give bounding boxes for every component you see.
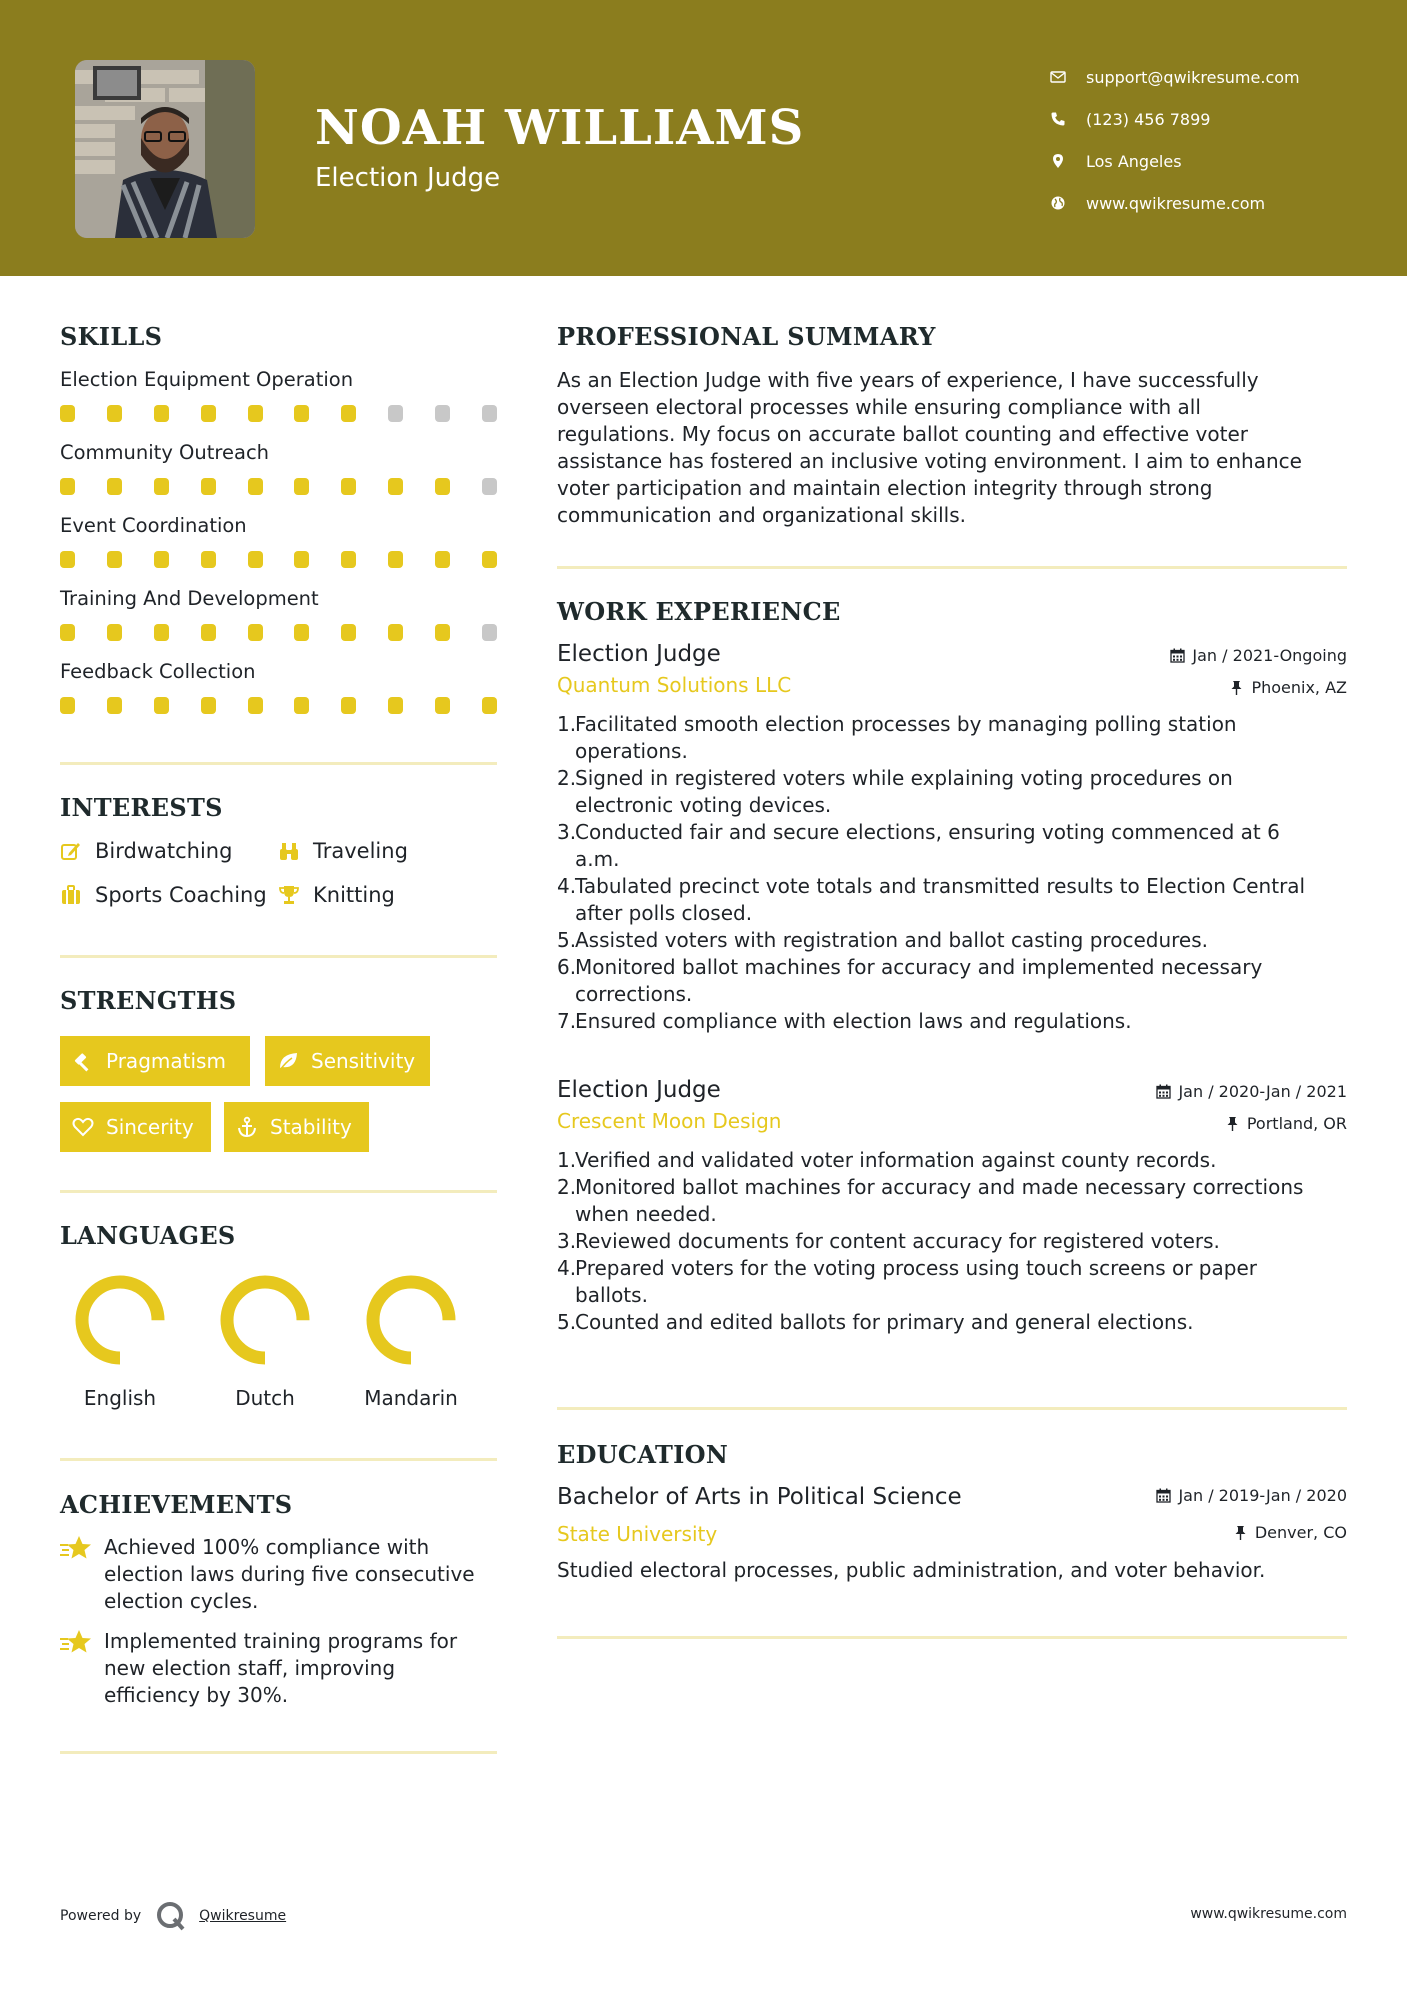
interest-item: [60, 883, 267, 907]
bullet-line: a.m.: [575, 847, 620, 871]
gavel-icon: [72, 1050, 94, 1072]
skill-dot: [248, 405, 263, 422]
skills-list: [60, 368, 497, 733]
skill-dot: [482, 478, 497, 495]
bullet-line: when needed.: [575, 1202, 717, 1226]
skill-rating: [60, 478, 497, 495]
skill-dot: [388, 697, 403, 714]
bullet-number: 4.: [557, 874, 577, 898]
job-title: Election Judge: [557, 1077, 721, 1103]
skill-rating: [60, 624, 497, 641]
languages-heading: LANGUAGES: [60, 1221, 236, 1250]
summary-line: assistance has fostered an inclusive voting environment. I aim to enhance: [557, 449, 1302, 473]
job-location-text: Phoenix, AZ: [1251, 678, 1347, 697]
contact-location-text: Los Angeles: [1086, 151, 1182, 171]
skill-dot: [294, 551, 309, 568]
achievement-item: [60, 1534, 504, 1615]
job-bullet: [557, 819, 1347, 873]
skill-dot: [60, 405, 75, 422]
bullet-text: [575, 1008, 1132, 1035]
qwikresume-logo-icon: [155, 1900, 187, 1932]
skill-dot: [435, 624, 450, 641]
summary-text: [557, 367, 1347, 529]
summary-heading: PROFESSIONAL SUMMARY: [557, 322, 936, 351]
summary-line: regulations. My focus on accurate ballot counting and effective voter: [557, 422, 1248, 446]
bullet-number: 5.: [557, 928, 577, 952]
interest-item: [278, 883, 395, 907]
contact-email-text: support@qwikresume.com: [1086, 67, 1300, 87]
interest-label: Knitting: [313, 883, 395, 907]
interest-label: Traveling: [313, 839, 408, 863]
bullet-number: 3.: [557, 1229, 577, 1253]
star-icon: [60, 1534, 92, 1562]
skill-dot: [154, 551, 169, 568]
interests-heading: INTERESTS: [60, 793, 223, 822]
bullet-line: Conducted fair and secure elections, ensuring voting commenced at 6: [575, 820, 1280, 844]
skill-dot: [248, 551, 263, 568]
bullet-line: electronic voting devices.: [575, 793, 832, 817]
briefcase-icon: [60, 884, 82, 906]
skill-dot: [248, 478, 263, 495]
bullet-number: 1.: [557, 712, 577, 736]
summary-line: communication and organizational skills.: [557, 503, 966, 527]
language-ring: [70, 1270, 170, 1370]
footer-brand-link[interactable]: Qwikresume: [199, 1908, 287, 1924]
edit-icon: [60, 840, 82, 862]
interests-divider: [60, 955, 497, 958]
skill-dot: [60, 697, 75, 714]
strength-label: Sincerity: [106, 1115, 194, 1139]
bullet-line: Facilitated smooth election processes by managing polling station: [575, 712, 1237, 736]
achievement-line: new election staff, improving: [104, 1656, 396, 1680]
bullet-text: [575, 765, 1233, 819]
skill-dot: [154, 405, 169, 422]
heart-icon: [72, 1116, 94, 1138]
skill-name: Community Outreach: [60, 441, 270, 464]
bullet-line: Monitored ballot machines for accuracy and made necessary corrections: [575, 1175, 1304, 1199]
bullet-line: ballots.: [575, 1283, 648, 1307]
phone-icon: [1050, 111, 1086, 127]
trophy-icon: [278, 884, 300, 906]
skill-dot: [294, 624, 309, 641]
job-bullets: [557, 1147, 1347, 1336]
powered-by-text: Powered by: [60, 1908, 142, 1924]
job-date-text: Jan / 2020-Jan / 2021: [1178, 1082, 1347, 1101]
bullet-line: operations.: [575, 739, 688, 763]
anchor-icon: [236, 1116, 258, 1138]
interest-label: Sports Coaching: [95, 883, 267, 907]
skill-dot: [388, 405, 403, 422]
job-bullet: [557, 1147, 1347, 1174]
resume-header: [0, 0, 1407, 276]
job-date-text: Jan / 2021-Ongoing: [1192, 646, 1347, 665]
skill-name: Training And Development: [60, 587, 319, 610]
bullet-number: 6.: [557, 955, 577, 979]
education-date-text: Jan / 2019-Jan / 2020: [1178, 1486, 1347, 1505]
map-pin-icon: [1050, 153, 1086, 169]
skill-dot: [248, 697, 263, 714]
calendar-icon: [1156, 1488, 1171, 1503]
skill-dot: [201, 624, 216, 641]
skill-dot: [388, 478, 403, 495]
job-company: Crescent Moon Design: [557, 1109, 782, 1133]
skill-dot: [388, 624, 403, 641]
star-icon: [60, 1628, 92, 1656]
skill-dot: [60, 624, 75, 641]
job-bullet: [557, 873, 1347, 927]
skill-dot: [60, 478, 75, 495]
job-bullet: [557, 1309, 1347, 1336]
education-location-text: Denver, CO: [1254, 1523, 1347, 1542]
achievement-line: efficiency by 30%.: [104, 1683, 289, 1707]
job-bullet: [557, 1008, 1347, 1035]
skills-divider: [60, 762, 497, 765]
skill-dot: [435, 478, 450, 495]
strength-label: Stability: [270, 1115, 352, 1139]
contact-phone-text: (123) 456 7899: [1086, 109, 1211, 129]
bullet-line: Ensured compliance with election laws and regulations.: [575, 1009, 1132, 1033]
skill-dot: [107, 697, 122, 714]
skill-dot: [435, 551, 450, 568]
bullet-number: 7.: [557, 1009, 577, 1033]
skill-dot: [341, 697, 356, 714]
skill-dot: [435, 697, 450, 714]
summary-line: voter participation and maintain election integrity through strong: [557, 476, 1213, 500]
binoculars-icon: [278, 840, 300, 862]
language-label: Mandarin: [364, 1386, 458, 1410]
skill-name: Event Coordination: [60, 514, 247, 537]
skill-dot: [482, 624, 497, 641]
interest-item: [278, 839, 408, 863]
skill-name: Feedback Collection: [60, 660, 256, 683]
skill-dot: [341, 405, 356, 422]
interest-item: [60, 839, 232, 863]
job-bullet: [557, 1255, 1347, 1309]
education-location: [1233, 1523, 1347, 1542]
candidate-name: NOAH WILLIAMS: [315, 100, 805, 156]
achievement-line: Achieved 100% compliance with: [104, 1535, 430, 1559]
education-description: Studied electoral processes, public administration, and voter behavior.: [557, 1558, 1266, 1582]
bullet-line: corrections.: [575, 982, 693, 1006]
skill-dot: [294, 405, 309, 422]
envelope-icon: [1050, 69, 1086, 85]
skill-dot: [107, 624, 122, 641]
skill-dot: [201, 405, 216, 422]
education-date: [1156, 1486, 1347, 1505]
job-location: [1225, 1114, 1347, 1133]
job-title: Election Judge: [557, 641, 721, 667]
skill-dot: [154, 697, 169, 714]
skill-dot: [388, 551, 403, 568]
job-location-text: Portland, OR: [1246, 1114, 1347, 1133]
achievement-line: election cycles.: [104, 1589, 259, 1613]
strengths-heading: STRENGTHS: [60, 986, 237, 1015]
footer-powered-by: [60, 1900, 286, 1932]
skill-dot: [154, 478, 169, 495]
leaf-icon: [277, 1050, 299, 1072]
language-ring-arc: [227, 1282, 303, 1358]
skill-item: [60, 441, 497, 514]
bullet-number: 4.: [557, 1256, 577, 1280]
language-ring: [215, 1270, 315, 1370]
bullet-number: 1.: [557, 1148, 577, 1172]
job-bullet: [557, 765, 1347, 819]
skill-dot: [107, 405, 122, 422]
skill-dot: [482, 697, 497, 714]
bullet-text: [575, 1147, 1216, 1174]
job-bullets: [557, 711, 1347, 1035]
skill-dot: [294, 697, 309, 714]
skill-item: [60, 514, 497, 587]
strength-badge: [224, 1102, 369, 1152]
skill-dot: [154, 624, 169, 641]
experience-heading: WORK EXPERIENCE: [557, 597, 841, 626]
bullet-text: [575, 1228, 1220, 1255]
skill-dot: [201, 478, 216, 495]
strengths-divider: [60, 1190, 497, 1193]
skill-name: Election Equipment Operation: [60, 368, 354, 391]
job-company: Quantum Solutions LLC: [557, 673, 792, 697]
achievements-divider: [60, 1751, 497, 1754]
skill-rating: [60, 697, 497, 714]
bullet-text: [575, 1255, 1257, 1309]
strength-badge: [265, 1036, 430, 1086]
achievement-line: Implemented training programs for: [104, 1629, 458, 1653]
education-heading: EDUCATION: [557, 1440, 729, 1469]
contact-email[interactable]: [1050, 56, 1300, 98]
bullet-line: Verified and validated voter information against county records.: [575, 1148, 1217, 1172]
language-ring: [361, 1270, 461, 1370]
languages-divider: [60, 1458, 497, 1461]
experience-divider: [557, 1407, 1347, 1410]
job-bullet: [557, 954, 1347, 1008]
skill-rating: [60, 405, 497, 422]
skill-item: [60, 368, 497, 441]
contact-phone[interactable]: [1050, 98, 1300, 140]
skill-dot: [482, 405, 497, 422]
education-divider: [557, 1636, 1347, 1639]
strength-label: Sensitivity: [311, 1049, 416, 1073]
profile-photo: [75, 60, 255, 238]
job-entry: [557, 641, 1347, 1035]
job-bullet: [557, 1174, 1347, 1228]
bullet-text: [575, 954, 1262, 1008]
pushpin-icon: [1233, 1525, 1248, 1540]
job-bullet: [557, 1228, 1347, 1255]
education-school: State University: [557, 1522, 718, 1546]
bullet-text: [575, 1174, 1303, 1228]
calendar-icon: [1156, 1084, 1171, 1099]
skill-dot: [294, 478, 309, 495]
bullet-line: Signed in registered voters while explaining voting procedures on: [575, 766, 1233, 790]
job-date: [1170, 646, 1347, 665]
skill-dot: [341, 478, 356, 495]
job-bullet: [557, 927, 1347, 954]
job-bullet: [557, 711, 1347, 765]
contact-website-text: www.qwikresume.com: [1086, 193, 1266, 213]
skill-dot: [107, 551, 122, 568]
interest-label: Birdwatching: [95, 839, 233, 863]
job-entry: [557, 1077, 1347, 1336]
education-degree: Bachelor of Arts in Political Science: [557, 1484, 962, 1510]
contact-info: [1050, 56, 1300, 224]
bullet-line: Reviewed documents for content accuracy for registered voters.: [575, 1229, 1220, 1253]
skill-dot: [341, 624, 356, 641]
achievement-item: [60, 1628, 504, 1709]
job-location: [1229, 678, 1347, 697]
bullet-line: Tabulated precinct vote totals and transmitted results to Election Central: [575, 874, 1306, 898]
bullet-line: Monitored ballot machines for accuracy and implemented necessary: [575, 955, 1263, 979]
summary-line: overseen electoral processes while ensuring compliance with all: [557, 395, 1201, 419]
summary-line: As an Election Judge with five years of experience, I have successfully: [557, 368, 1259, 392]
bullet-number: 2.: [557, 766, 577, 790]
language-ring-arc: [373, 1282, 449, 1358]
bullet-number: 5.: [557, 1310, 577, 1334]
candidate-title: Election Judge: [315, 163, 501, 193]
contact-location: [1050, 140, 1300, 182]
skill-dot: [248, 624, 263, 641]
skill-dot: [60, 551, 75, 568]
skill-dot: [201, 551, 216, 568]
skill-dot: [107, 478, 122, 495]
achievement-line: election laws during five consecutive: [104, 1562, 475, 1586]
skills-heading: SKILLS: [60, 322, 163, 351]
footer-website[interactable]: www.qwikresume.com: [1190, 1906, 1347, 1922]
skill-item: [60, 587, 497, 660]
skill-dot: [201, 697, 216, 714]
bullet-line: Counted and edited ballots for primary and general elections.: [575, 1310, 1194, 1334]
language-label: Dutch: [235, 1386, 295, 1410]
skill-dot: [482, 551, 497, 568]
bullet-number: 2.: [557, 1175, 577, 1199]
language-label: English: [83, 1386, 157, 1410]
contact-website[interactable]: [1050, 182, 1300, 224]
achievements-heading: ACHIEVEMENTS: [60, 1490, 293, 1519]
skill-rating: [60, 551, 497, 568]
job-date: [1156, 1082, 1347, 1101]
skill-dot: [435, 405, 450, 422]
language-item: [55, 1270, 185, 1410]
bullet-text: [575, 927, 1208, 954]
language-item: [346, 1270, 476, 1410]
bullet-line: Prepared voters for the voting process using touch screens or paper: [575, 1256, 1257, 1280]
bullet-text: [575, 819, 1280, 873]
bullet-text: [575, 873, 1305, 927]
strength-badge: [60, 1036, 250, 1086]
skill-dot: [341, 551, 356, 568]
calendar-icon: [1170, 648, 1185, 663]
globe-icon: [1050, 195, 1086, 211]
pushpin-icon: [1225, 1116, 1240, 1131]
bullet-text: [575, 1309, 1194, 1336]
language-ring-arc: [82, 1282, 158, 1358]
pushpin-icon: [1229, 680, 1244, 695]
bullet-line: after polls closed.: [575, 901, 753, 925]
language-item: [200, 1270, 330, 1410]
strength-badge: [60, 1102, 211, 1152]
strength-label: Pragmatism: [106, 1049, 226, 1073]
skill-item: [60, 660, 497, 733]
bullet-text: [575, 711, 1237, 765]
bullet-number: 3.: [557, 820, 577, 844]
summary-divider: [557, 566, 1347, 569]
bullet-line: Assisted voters with registration and ballot casting procedures.: [575, 928, 1208, 952]
